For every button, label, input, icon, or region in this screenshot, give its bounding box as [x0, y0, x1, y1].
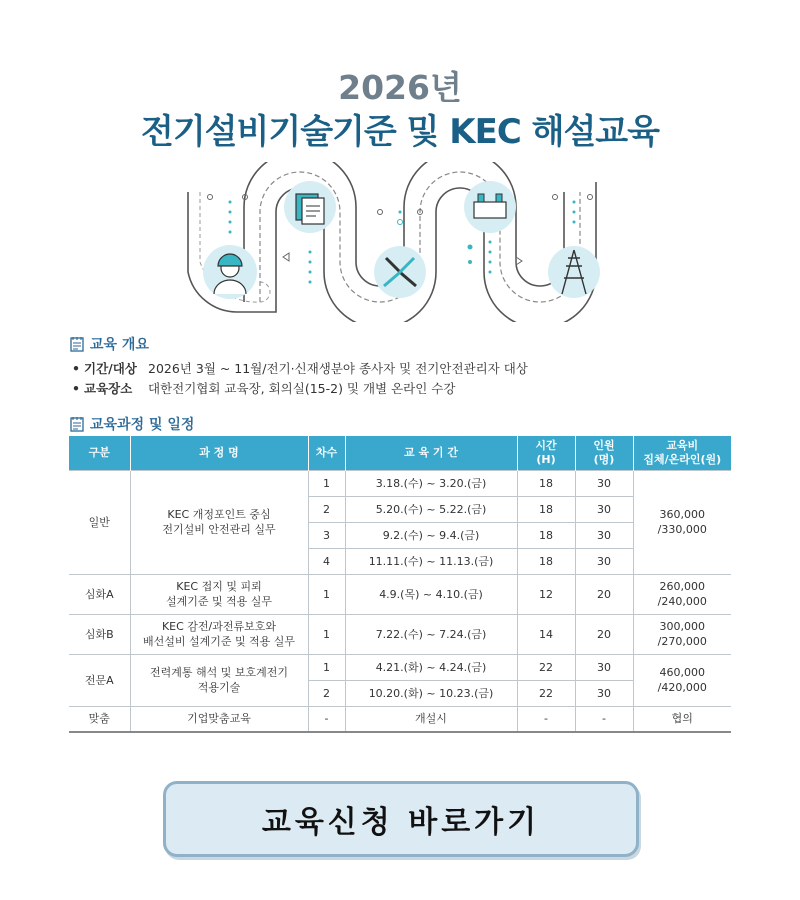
apply-button[interactable]: 교육신청 바로가기	[163, 781, 639, 857]
period-cell: 10.20.(화) ~ 10.23.(금)	[345, 680, 517, 706]
fee-cell: 협의	[633, 706, 731, 732]
category-cell: 심화B	[69, 614, 130, 654]
table-row	[69, 574, 731, 614]
hours-cell: 18	[517, 496, 575, 522]
col-category: 구분	[69, 436, 130, 470]
note-icon	[70, 336, 84, 352]
round-cell: 1	[308, 470, 345, 496]
table-header-row	[69, 436, 731, 470]
schedule-heading-text: 교육과정 및 일정	[90, 417, 195, 433]
people-cell: 30	[575, 654, 633, 680]
people-cell: 30	[575, 496, 633, 522]
fee-cell: 360,000 /330,000	[633, 470, 731, 574]
schedule-table	[69, 436, 731, 733]
fee-cell: 460,000 /420,000	[633, 654, 731, 706]
round-cell: 4	[308, 548, 345, 574]
col-hours: 시간 (H)	[517, 436, 575, 470]
education-illustration	[180, 162, 620, 322]
fee-cell: 300,000 /270,000	[633, 614, 731, 654]
course-cell: KEC 접지 및 피뢰 설계기준 및 적용 실무	[130, 574, 308, 614]
people-cell: 20	[575, 574, 633, 614]
round-cell: 1	[308, 574, 345, 614]
table-row	[69, 706, 731, 732]
period-cell: 개설시	[345, 706, 517, 732]
note-icon	[70, 416, 84, 432]
overview-period	[72, 359, 528, 377]
hours-cell: 18	[517, 522, 575, 548]
hours-cell: 18	[517, 548, 575, 574]
course-cell: KEC 감전/과전류보호와 배선설비 설계기준 및 적용 실무	[130, 614, 308, 654]
course-cell: 전력계통 해석 및 보호계전기 적용기술	[130, 654, 308, 706]
period-cell: 5.20.(수) ~ 5.22.(금)	[345, 496, 517, 522]
table-row	[69, 614, 731, 654]
col-round: 차수	[308, 436, 345, 470]
round-cell: 2	[308, 680, 345, 706]
schedule-heading	[70, 414, 194, 434]
people-cell: -	[575, 706, 633, 732]
category-cell: 전문A	[69, 654, 130, 706]
period-cell: 4.9.(목) ~ 4.10.(금)	[345, 574, 517, 614]
overview-place	[72, 379, 455, 397]
round-cell: 1	[308, 614, 345, 654]
overview-heading-text: 교육 개요	[90, 337, 149, 353]
hours-cell: -	[517, 706, 575, 732]
document-icon	[284, 181, 336, 233]
period-cell: 7.22.(수) ~ 7.24.(금)	[345, 614, 517, 654]
people-cell: 30	[575, 680, 633, 706]
category-cell: 맞춤	[69, 706, 130, 732]
people-cell: 20	[575, 614, 633, 654]
transformer-icon	[464, 181, 516, 233]
pliers-icon	[374, 246, 426, 298]
col-fee: 교육비 집체/온라인(원)	[633, 436, 731, 470]
hours-cell: 22	[517, 680, 575, 706]
people-cell: 30	[575, 522, 633, 548]
period-cell: 9.2.(수) ~ 9.4.(금)	[345, 522, 517, 548]
round-cell: 1	[308, 654, 345, 680]
hours-cell: 22	[517, 654, 575, 680]
round-cell: -	[308, 706, 345, 732]
col-people: 인원 (명)	[575, 436, 633, 470]
hours-cell: 14	[517, 614, 575, 654]
people-cell: 30	[575, 470, 633, 496]
period-cell: 3.18.(수) ~ 3.20.(금)	[345, 470, 517, 496]
period-cell: 4.21.(화) ~ 4.24.(금)	[345, 654, 517, 680]
worker-icon	[203, 245, 257, 299]
col-period: 교 육 기 간	[345, 436, 517, 470]
hours-cell: 12	[517, 574, 575, 614]
category-cell: 심화A	[69, 574, 130, 614]
fee-cell: 260,000 /240,000	[633, 574, 731, 614]
round-cell: 2	[308, 496, 345, 522]
year-heading: 2026년	[338, 68, 462, 107]
category-cell: 일반	[69, 470, 130, 574]
people-cell: 30	[575, 548, 633, 574]
place-label: • 교육장소	[72, 379, 148, 397]
col-course: 과 정 명	[130, 436, 308, 470]
table-row	[69, 470, 731, 496]
period-cell: 11.11.(수) ~ 11.13.(금)	[345, 548, 517, 574]
overview-heading	[70, 334, 149, 354]
course-cell: KEC 개정포인트 중심 전기설비 안전관리 실무	[130, 470, 308, 574]
period-label: • 기간/대상	[72, 359, 148, 377]
tower-icon	[548, 246, 600, 298]
course-cell: 기업맞춤교육	[130, 706, 308, 732]
period-value: 2026년 3월 ~ 11월/전기·신재생분야 종사자 및 전기안전관리자 대상	[148, 361, 528, 376]
table-row	[69, 654, 731, 680]
place-value: 대한전기협회 교육장, 회의실(15-2) 및 개별 온라인 수강	[148, 381, 456, 396]
hours-cell: 18	[517, 470, 575, 496]
round-cell: 3	[308, 522, 345, 548]
page-title: 전기설비기술기준 및 KEC 해설교육	[140, 112, 659, 152]
